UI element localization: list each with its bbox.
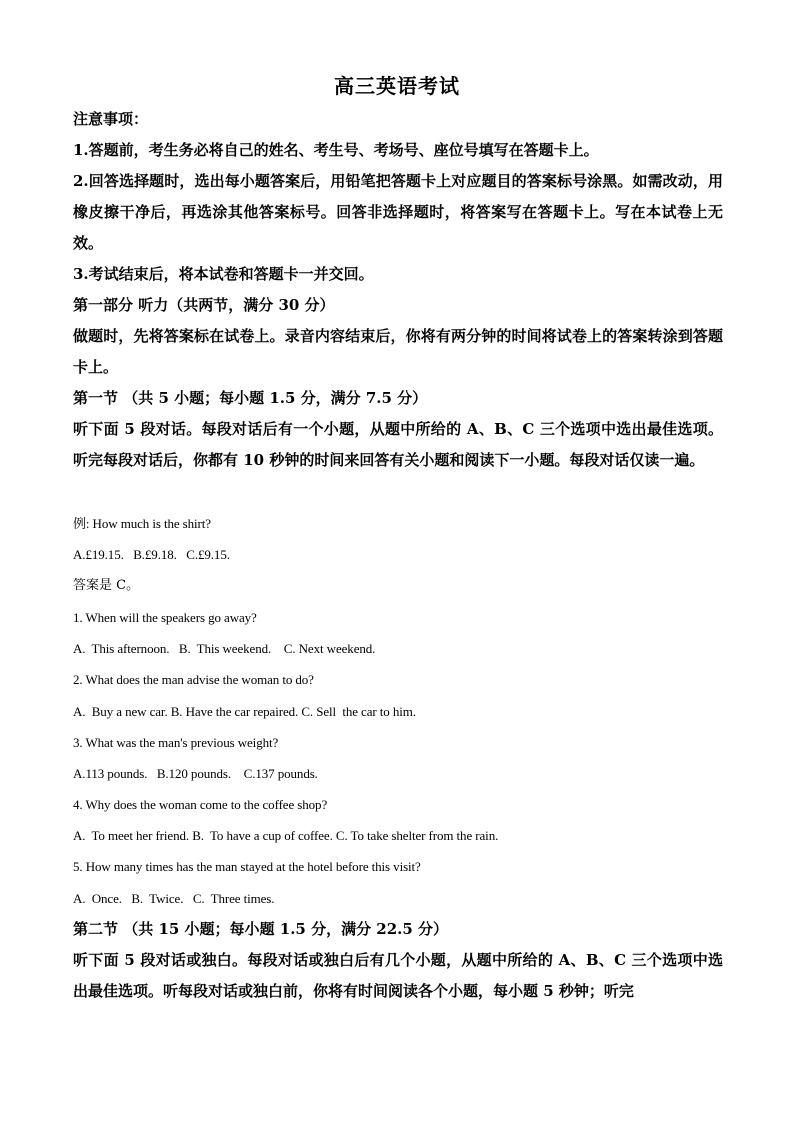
question-2: 2. What does the man advise the woman to do? [73, 672, 314, 687]
section2-instruction: 听下面 5 段对话或独白。每段对话或独白后有几个小题，从题中所给的 A、B、C 三个选项中选出最佳选项。听每段对话或独白前，你将有时间阅读各个小题，每小题 5 秒钟；听完 [73, 951, 723, 1000]
question-3-options: A.113 pounds. B.120 pounds. C.137 pounds. [73, 766, 318, 781]
question-5-options: A. Once. B. Twice. C. Three times. [73, 891, 275, 906]
example-question: 例: How much is the shirt? [73, 516, 211, 531]
question-2-options: A. Buy a new car. B. Have the car repaired. C. Sell the car to him. [73, 704, 416, 719]
question-3: 3. What was the man's previous weight? [73, 735, 279, 750]
example-answer: 答案是 C。 [73, 578, 140, 593]
example-options: A.£19.15. B.£9.18. C.£9.15. [73, 547, 230, 562]
question-4-options: A. To meet her friend. B. To have a cup of coffee. C. To take shelter from the rain. [73, 828, 499, 843]
section1-heading: 第一节 （共 5 小题；每小题 1.5 分，满分 7.5 分） [73, 389, 428, 407]
page-title: 高三英语考试 [334, 74, 460, 98]
question-5: 5. How many times has the man stayed at the hotel before this visit? [73, 859, 421, 874]
part1-heading: 第一部分 听力（共两节，满分 30 分） [73, 296, 335, 314]
part1-instruction: 做题时，先将答案标在试卷上。录音内容结束后，你将有两分钟的时间将试卷上的答案转涂到答题卡上。 [73, 327, 723, 376]
notice-item-3: 3.考试结束后，将本试卷和答题卡一并交回。 [73, 265, 374, 283]
notice-heading: 注意事项： [73, 110, 149, 128]
question-1: 1. When will the speakers go away? [73, 610, 257, 625]
section1-instruction: 听下面 5 段对话。每段对话后有一个小题，从题中所给的 A、B、C 三个选项中选出最佳选项。听完每段对话后，你都有 10 秒钟的时间来回答有关小题和阅读下一小题。每段对话仅读一遍。 [73, 420, 723, 469]
notice-item-1: 1.答题前，考生务必将自己的姓名、考生号、考场号、座位号填写在答题卡上。 [73, 141, 599, 159]
section2-heading: 第二节 （共 15 小题；每小题 1.5 分，满分 22.5 分） [73, 920, 449, 938]
question-1-options: A. This afternoon. B. This weekend. C. Next weekend. [73, 641, 376, 656]
notice-item-2: 2.回答选择题时，选出每小题答案后，用铅笔把答题卡上对应题目的答案标号涂黑。如需改动，用橡皮擦干净后，再选涂其他答案标号。回答非选择题时，将答案写在答题卡上。写在本试卷上无效。 [73, 172, 723, 252]
question-4: 4. Why does the woman come to the coffee shop? [73, 797, 328, 812]
